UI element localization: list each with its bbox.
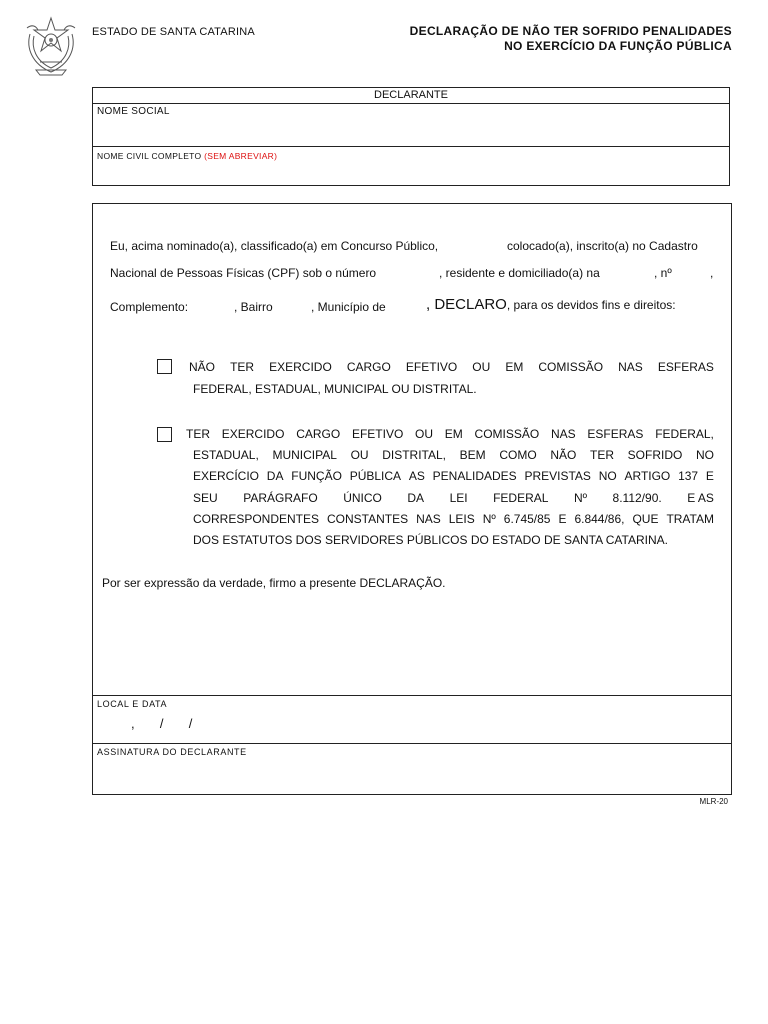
option-2-line-2-word: OU (350, 448, 369, 462)
option-2-line-1-word: NAS (550, 427, 576, 441)
local-data-label: LOCAL E DATA (97, 699, 168, 709)
option-2-line-5-word: Nº (482, 512, 496, 526)
option-2-line-5-word: TRATAM (666, 512, 714, 526)
option-2-line-2-word: NO (696, 448, 714, 462)
option-2-line-3-word: PÚBLICA (349, 469, 402, 483)
state-name: ESTADO DE SANTA CATARINA (92, 26, 255, 38)
option-2-line-4-word: E AS (687, 491, 714, 505)
option-2-line-1-word: CARGO (296, 427, 341, 441)
option-1-line-2: FEDERAL, ESTADUAL, MUNICIPAL OU DISTRITAL. (193, 382, 477, 396)
nome-civil-note: (SEM ABREVIAR) (204, 151, 278, 161)
option-2-line-4-word: DA (407, 491, 425, 505)
option-2-line-5-word: QUE (632, 512, 659, 526)
option-2-line-2-word: BEM (459, 448, 486, 462)
option-2-checkbox[interactable] (157, 427, 172, 442)
body-line-3a: Complemento: (110, 300, 189, 314)
option-2-line-4-word: Nº (573, 491, 588, 505)
body-line-2b: , residente e domiciliado(a) na (439, 266, 600, 280)
nome-civil-label-text: NOME CIVIL COMPLETO (97, 151, 202, 161)
option-2-line-3-word: AS (408, 469, 425, 483)
nome-social-label: NOME SOCIAL (97, 106, 170, 117)
declaration-body (92, 203, 732, 795)
closing-statement: Por ser expressão da verdade, firmo a presente DECLARAÇÃO. (102, 576, 446, 590)
option-1-line-1-word: EFETIVO (405, 360, 458, 374)
option-2-line-4 (193, 491, 714, 505)
option-2-line-5-word: LEIS (448, 512, 475, 526)
option-2-line-1-word: ESFERAS (587, 427, 644, 441)
option-2-line-5-word: CONSTANTES (327, 512, 409, 526)
option-2-line-5-word: NAS (416, 512, 441, 526)
body-line-3c: , Município de (311, 300, 386, 314)
nome-social-field[interactable] (93, 104, 729, 147)
option-2-line-4-word: FEDERAL (493, 491, 549, 505)
option-2-line-6: DOS ESTATUTOS DOS SERVIDORES PÚBLICOS DO ESTADO DE SANTA CATARINA. (193, 533, 668, 547)
option-1-checkbox[interactable] (157, 359, 172, 374)
local-data-field[interactable] (93, 695, 731, 744)
option-1-line-1-word: CARGO (346, 360, 391, 374)
option-2-line-1-word: EFETIVO (351, 427, 404, 441)
option-2-line-1 (186, 427, 714, 441)
option-2-line-2-word: DISTRITAL, (382, 448, 447, 462)
body-line-2c: , nº (654, 266, 672, 280)
nome-civil-label (97, 151, 277, 161)
option-2-line-2-word: MUNICIPAL (272, 448, 337, 462)
option-2-line-5 (193, 512, 714, 526)
body-line-1b: colocado(a), inscrito(a) no Cadastro (507, 239, 698, 253)
option-2-line-3-word: 137 (678, 469, 699, 483)
form-code: MLR-20 (699, 797, 728, 806)
option-2-line-5-word: 6.844/86, (574, 512, 625, 526)
option-2-line-3 (193, 469, 714, 483)
option-1-line-1-word: EXERCIDO (269, 360, 332, 374)
signature-label: ASSINATURA DO DECLARANTE (97, 747, 247, 757)
option-2-line-1-word: EM (444, 427, 463, 441)
signature-field[interactable] (93, 743, 731, 795)
declaro-text (426, 296, 676, 313)
option-1-line-1 (189, 360, 714, 374)
option-2-line-1-word: TER (186, 427, 210, 441)
option-2-line-2-word: ESTADUAL, (193, 448, 259, 462)
coat-of-arms-icon (22, 14, 80, 78)
option-2-line-3-word: DA (266, 469, 284, 483)
option-2-line-4-word: 8.112/90. (612, 491, 662, 505)
option-2-line-3-word: PENALIDADES (432, 469, 517, 483)
option-2-line-5-word: CORRESPONDENTES (193, 512, 320, 526)
option-2-line-5-word: 6.745/85 (503, 512, 551, 526)
option-2-line-2-word: COMO (499, 448, 537, 462)
document-title (410, 24, 732, 54)
option-2-line-3-word: PREVISTAS (524, 469, 591, 483)
option-2-line-1-word: OU (415, 427, 434, 441)
option-2-line-4-word: SEU (193, 491, 218, 505)
option-2-line-1-word: FEDERAL, (655, 427, 714, 441)
option-1-line-1-word: TER (230, 360, 255, 374)
option-2-line-2-word: NÃO (550, 448, 577, 462)
title-line-1: DECLARAÇÃO DE NÃO TER SOFRIDO PENALIDADES (409, 24, 732, 38)
option-1-line-1-word: NAS (618, 360, 643, 374)
nome-civil-field[interactable] (93, 147, 729, 187)
option-2-line-4-word: ÚNICO (343, 491, 382, 505)
local-data-value: , / / (131, 716, 193, 731)
option-2-line-1-word: EXERCIDO (221, 427, 285, 441)
option-2-line-4-word: PARÁGRAFO (243, 491, 318, 505)
declaro-word: , DECLARO (426, 296, 507, 313)
option-2-line-2 (193, 448, 714, 462)
option-2-line-3-word: EXERCÍCIO (193, 469, 260, 483)
declarante-heading: DECLARANTE (93, 88, 729, 104)
option-2-line-1-word: COMISSÃO (474, 427, 540, 441)
body-line-3d: , para os devidos fins e direitos: (506, 298, 676, 312)
option-2-line-4-word: LEI (449, 491, 468, 505)
option-2-line-3-word: FUNÇÃO (291, 469, 342, 483)
body-line-3b: , Bairro (234, 300, 273, 314)
body-line-2d: , (710, 266, 714, 280)
title-line-2: NO EXERCÍCIO DA FUNÇÃO PÚBLICA (504, 39, 732, 53)
option-2-line-2-word: TER (590, 448, 615, 462)
option-2-line-2-word: SOFRIDO (627, 448, 683, 462)
option-1-line-1-word: COMISSÃO (538, 360, 604, 374)
option-1-line-1-word: OU (472, 360, 491, 374)
option-2-line-3-word: NO (598, 469, 617, 483)
declarante-section (92, 87, 730, 186)
body-line-2a: Nacional de Pessoas Físicas (CPF) sob o número (110, 266, 377, 280)
option-2-line-3-word: E (705, 469, 714, 483)
option-2-line-5-word: E (558, 512, 567, 526)
option-2-line-3-word: ARTIGO (624, 469, 671, 483)
option-1-line-1-word: EM (505, 360, 524, 374)
option-1-line-1-word: ESFERAS (657, 360, 714, 374)
body-line-1a: Eu, acima nominado(a), classificado(a) em Concurso Público, (110, 239, 439, 253)
option-1-line-1-word: NÃO (189, 360, 216, 374)
